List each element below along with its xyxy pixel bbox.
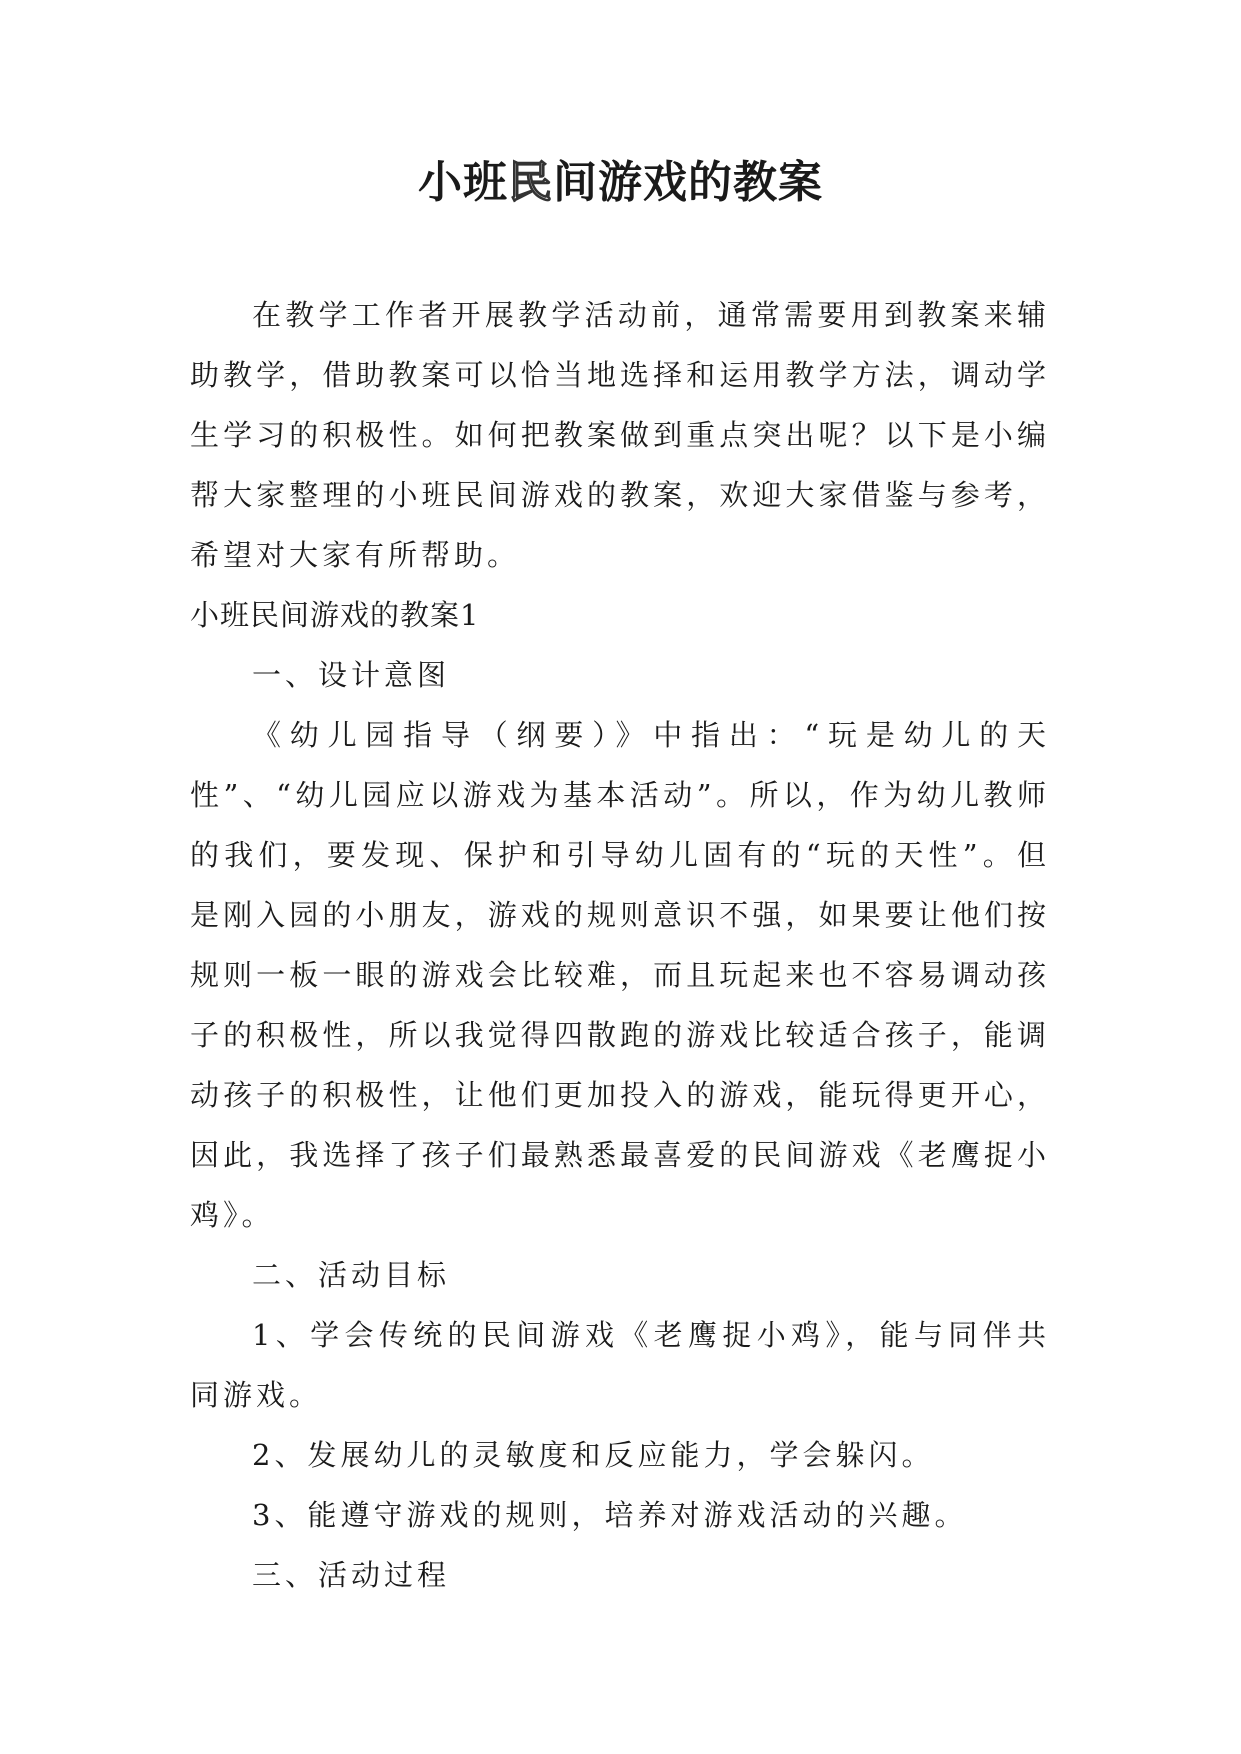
design-intent-paragraph: 《幼儿园指导（纲要）》中指出：“玩是幼儿的天性”、“幼儿园应以游戏为基本活动”。所以，作为幼儿教师的我们，要发现、保护和引导幼儿固有的“玩的天性”。但是刚入园的小朋友，游戏的规则意识不强，如果要让他们按规则一板一眼的游戏会比较难，而且玩起来也不容易调动孩子的积极性，所以我觉得四散跑的游戏比较适合孩子，能调动孩子的积极性，让他们更加投入的游戏，能玩得更开心，因此，我选择了孩子们最熟悉最喜爱的民间游戏《老鹰捉小鸡》。 [190, 718, 1050, 1232]
goal-item-1: 1、学会传统的民间游戏《老鹰捉小鸡》，能与同伴共同游戏。 [190, 1318, 1050, 1412]
title-outlined-char: 民 [508, 157, 553, 208]
title-part-2: 间游戏的教案 [553, 157, 823, 208]
section-title: 小班民间游戏的教案1 [190, 598, 480, 632]
document-body [190, 285, 1050, 1605]
heading-activity-process: 三、活动过程 [252, 1558, 451, 1592]
heading-activity-goals: 二、活动目标 [252, 1258, 451, 1292]
goal-item-3: 3、能遵守游戏的规则，培养对游戏活动的兴趣。 [252, 1498, 968, 1532]
heading-design-intent: 一、设计意图 [252, 658, 451, 692]
goal-item-2: 2、发展幼儿的灵敏度和反应能力，学会躲闪。 [252, 1438, 935, 1472]
document-title [0, 150, 1241, 216]
intro-paragraph: 在教学工作者开展教学活动前，通常需要用到教案来辅助教学，借助教案可以恰当地选择和运用教学方法，调动学生学习的积极性。如何把教案做到重点突出呢？以下是小编帮大家整理的小班民间游戏的教案，欢迎大家借鉴与参考，希望对大家有所帮助。 [190, 298, 1050, 572]
title-part-1: 小班 [418, 157, 508, 208]
